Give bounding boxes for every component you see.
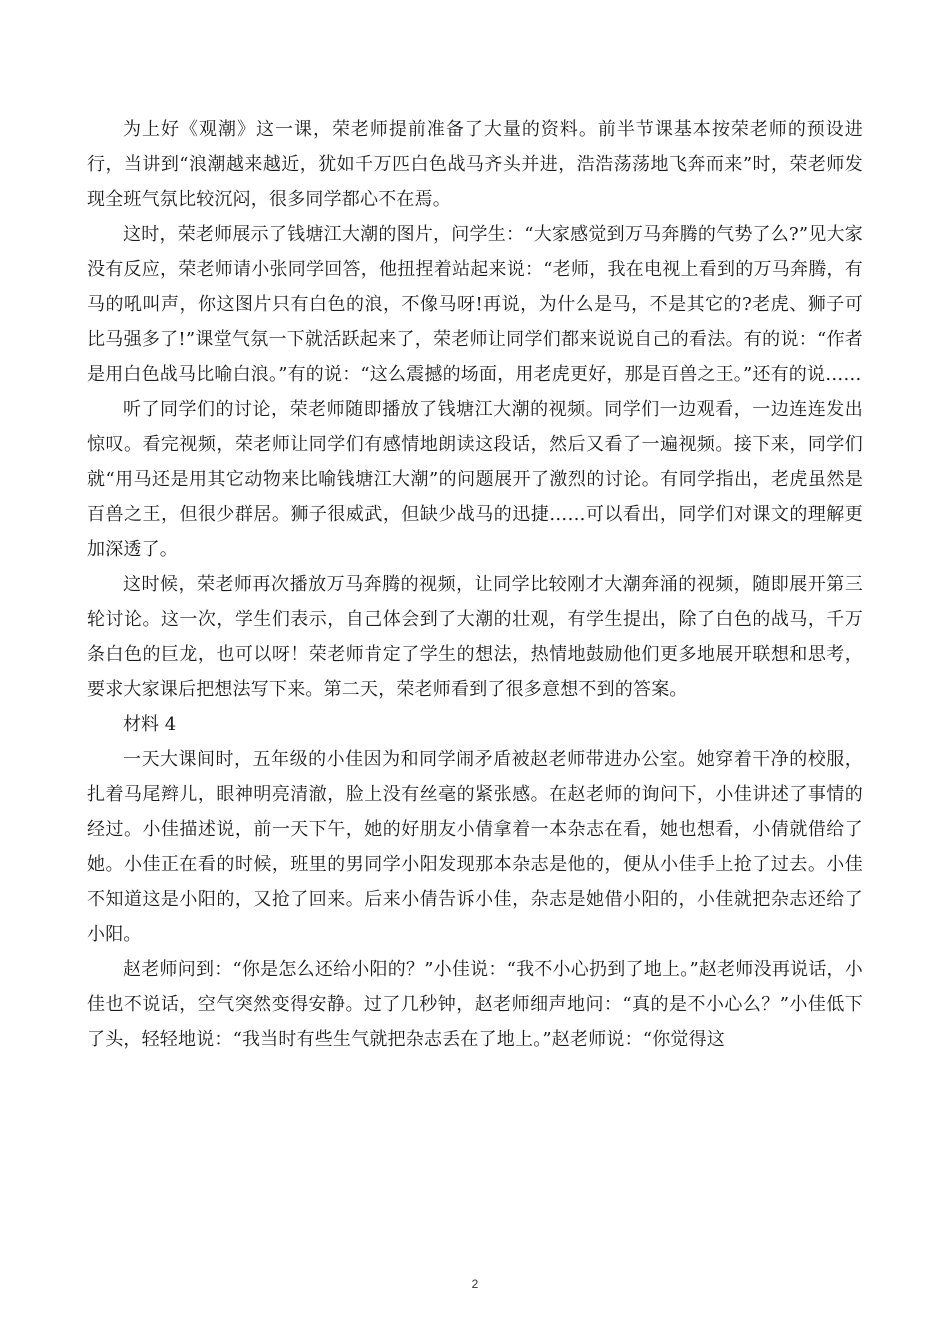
paragraph-6: 赵老师问到：“你是怎么还给小阳的？”小佳说：“我不小心扔到了地上。”赵老师没再说话，小佳也不说话，空气突然变得安静。过了几秒钟，赵老师细声地问：“真的是不小心么？”小佳低下了头，轻轻地说：“我当时有些生气就把杂志丢在了地上。”赵老师说：“你觉得这 <box>87 959 863 1050</box>
paragraph-2: 这时，荣老师展示了钱塘江大潮的图片，问学生：“大家感觉到万马奔腾的气势了么?”见大家没有反应，荣老师请小张同学回答，他扭捏着站起来说：“老师，我在电视上看到的万马奔腾，有马的吼叫声，你这图片只有白色的浪，不像马呀!再说，为什么是马，不是其它的?老虎、狮子可比马强多了!”课堂气氛一下就活跃起来了，荣老师让同学们都来说说自己的看法。有的说：“作者是用白色战马比喻白浪。”有的说：“这么震撼的场面，用老虎更好，那是百兽之王。”还有的说…… <box>87 224 863 385</box>
document-body <box>87 112 863 1057</box>
paragraph-3: 听了同学们的讨论，荣老师随即播放了钱塘江大潮的视频。同学们一边观看，一边连连发出惊叹。看完视频，荣老师让同学们有感情地朗读这段话，然后又看了一遍视频。接下来，同学们就“用马还是用其它动物来比喻钱塘江大潮”的问题展开了激烈的讨论。有同学指出，老虎虽然是百兽之王，但很少群居。狮子很威武，但缺少战马的迅捷……可以看出，同学们对课文的理解更加深透了。 <box>87 399 863 560</box>
section-heading: 材料 4 <box>123 714 177 735</box>
paragraph-1: 为上好《观潮》这一课，荣老师提前准备了大量的资料。前半节课基本按荣老师的预设进行，当讲到“浪潮越来越近，犹如千万匹白色战马齐头并进，浩浩荡荡地飞奔而来”时，荣老师发现全班气氛比较沉闷，很多同学都心不在焉。 <box>87 119 863 210</box>
page-number: 2 <box>471 1277 479 1291</box>
paragraph-4: 这时候，荣老师再次播放万马奔腾的视频，让同学比较刚才大潮奔涌的视频，随即展开第三轮讨论。这一次，学生们表示，自己体会到了大潮的壮观，有学生提出，除了白色的战马，千万条白色的巨龙，也可以呀！荣老师肯定了学生的想法，热情地鼓励他们更多地展开联想和思考，要求大家课后把想法写下来。第二天，荣老师看到了很多意想不到的答案。 <box>87 574 863 700</box>
paragraph-5: 一天大课间时，五年级的小佳因为和同学闹矛盾被赵老师带进办公室。她穿着干净的校服，扎着马尾辫儿，眼神明亮清澈，脸上没有丝毫的紧张感。在赵老师的询问下，小佳讲述了事情的经过。小佳描述说，前一天下午，她的好朋友小倩拿着一本杂志在看，她也想看，小倩就借给了她。小佳正在看的时候，班里的男同学小阳发现那本杂志是他的，便从小佳手上抢了过去。小佳不知道这是小阳的，又抢了回来。后来小倩告诉小佳，杂志是她借小阳的，小佳就把杂志还给了小阳。 <box>87 749 863 945</box>
